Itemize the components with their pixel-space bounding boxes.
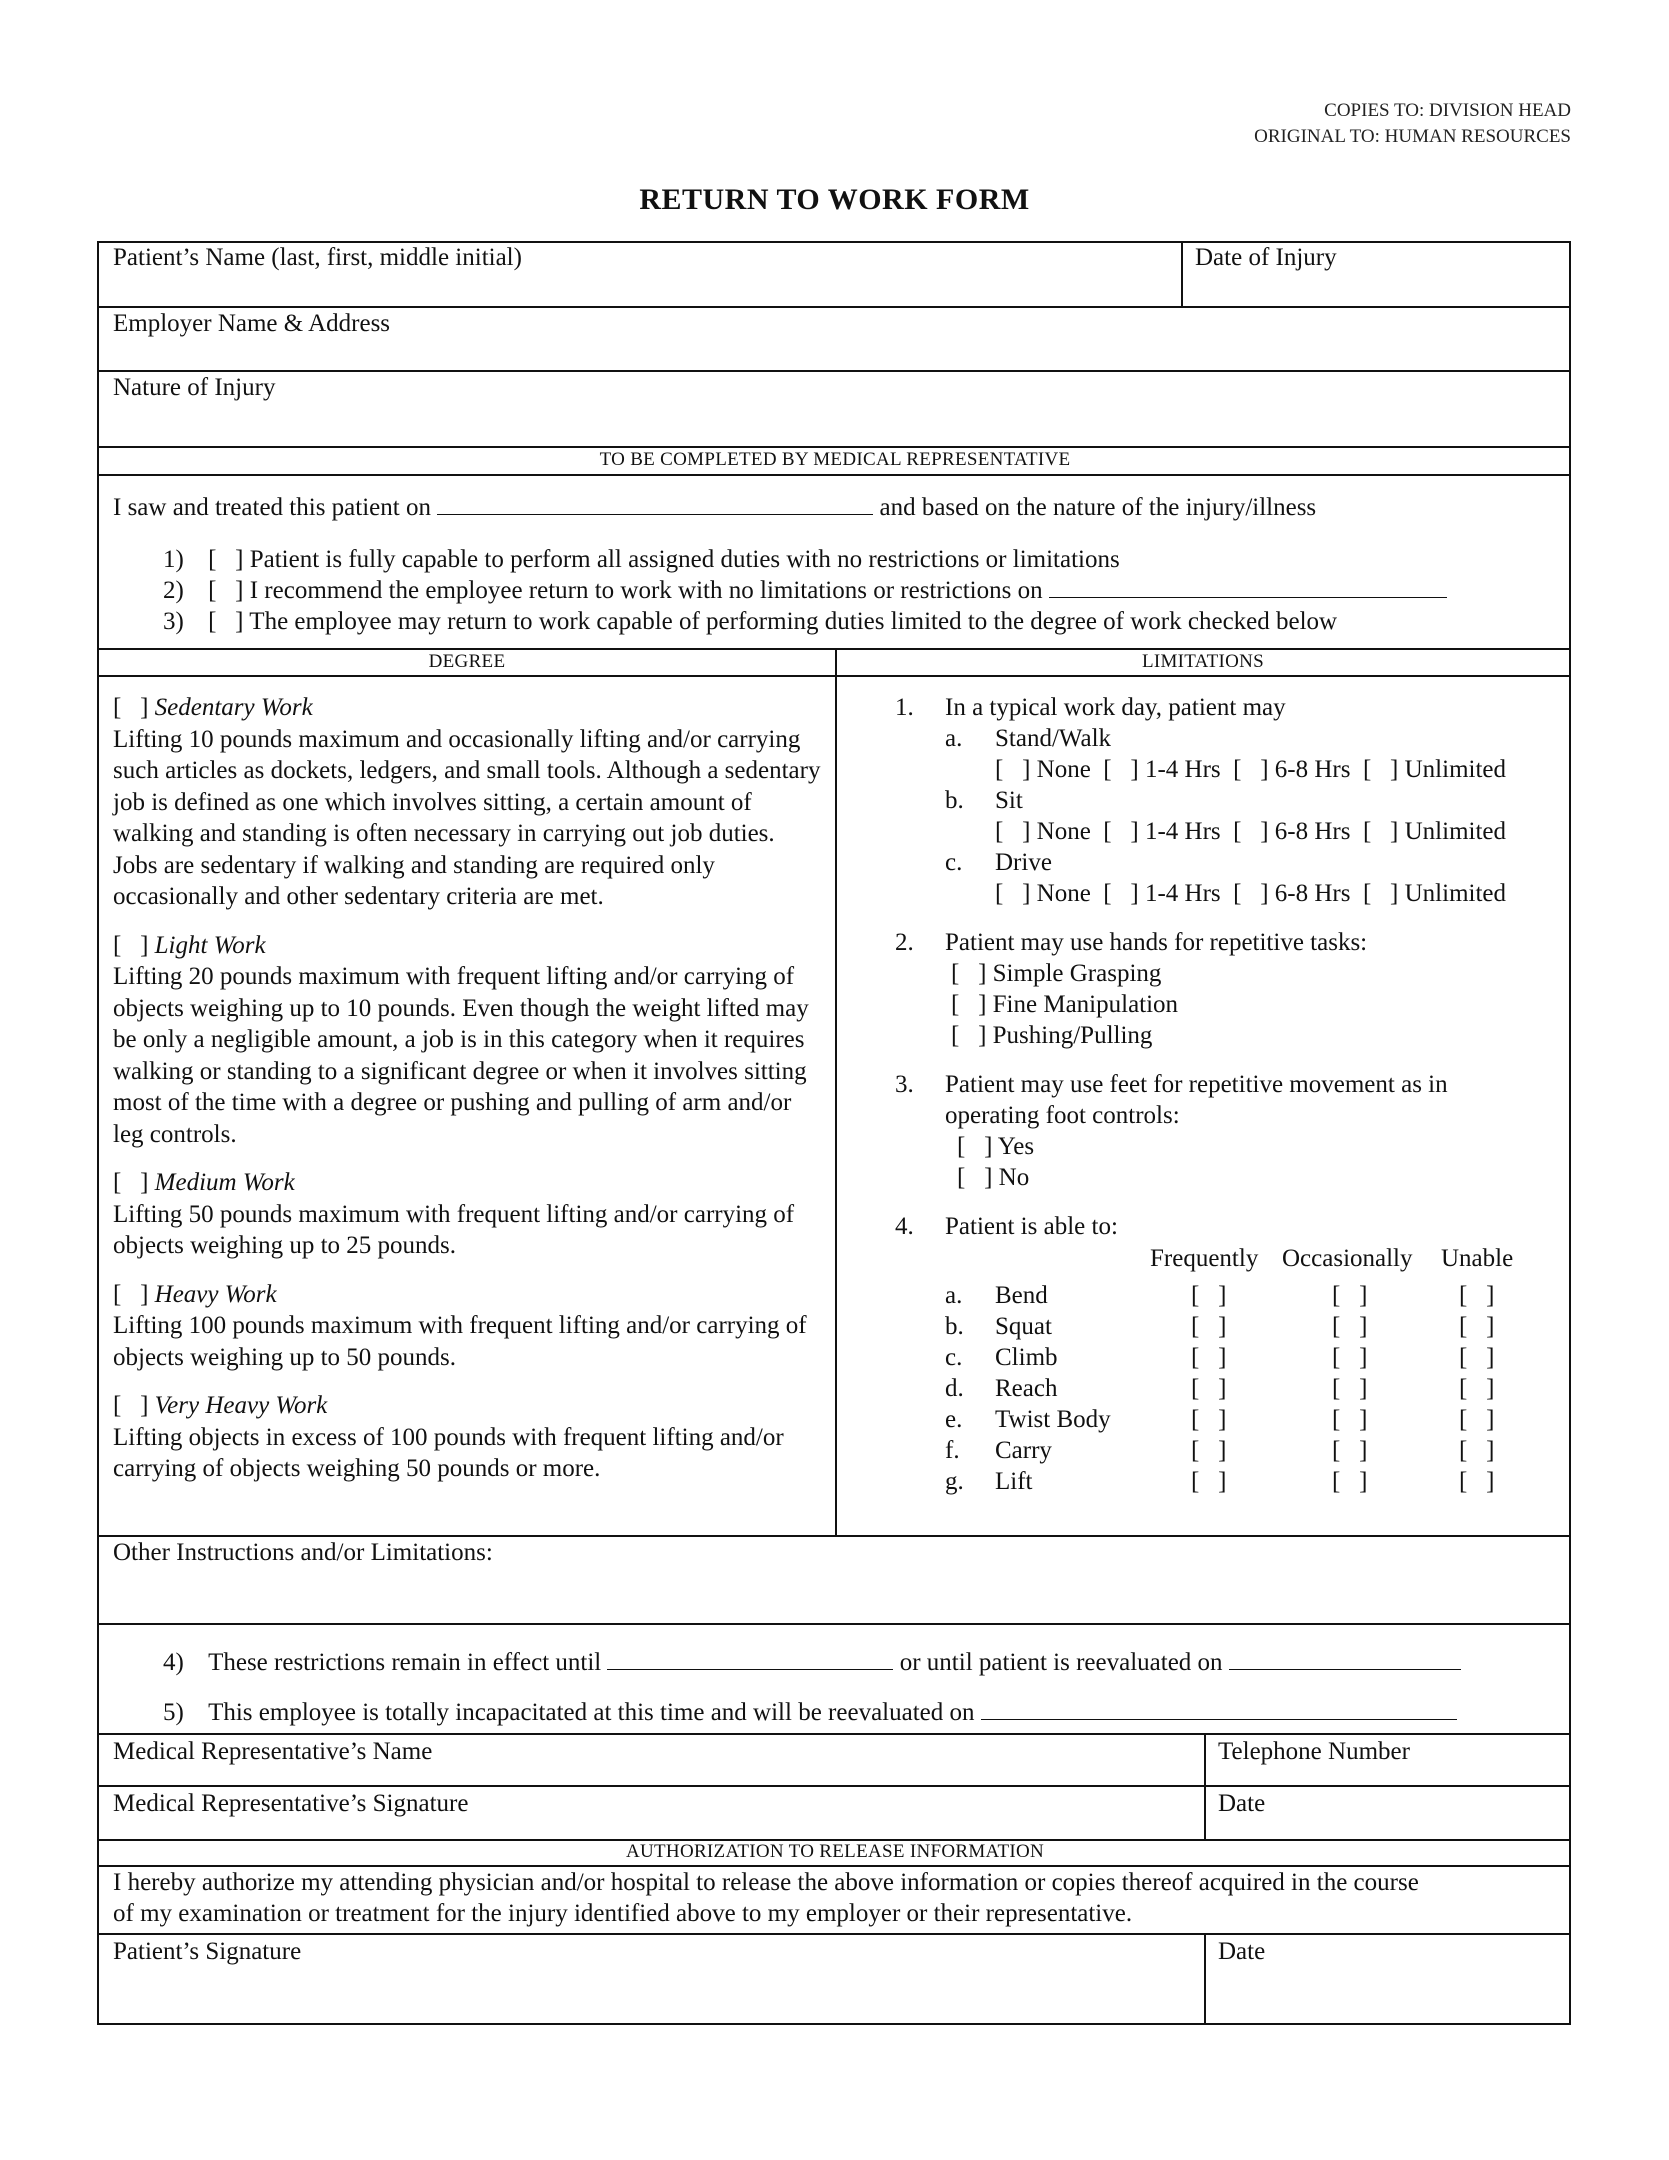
rep-date-label: Date xyxy=(1218,1790,1266,1817)
date-of-injury-field[interactable] xyxy=(1195,273,1555,303)
row-label: Lift xyxy=(995,1468,1033,1495)
lift-occasionally-checkbox[interactable]: [ ] xyxy=(1332,1468,1368,1495)
patient-signature-field[interactable] xyxy=(113,1969,1193,2017)
bend-unable-checkbox[interactable]: [ ] xyxy=(1459,1282,1495,1309)
sit-choices[interactable]: [ ] None [ ] 1-4 Hrs [ ] 6-8 Hrs [ ] Unlimited xyxy=(995,818,1506,845)
option-text: I recommend the employee return to work with no limitations or restrictions on xyxy=(249,577,1043,604)
degree-desc: Lifting 10 pounds maximum and occasionally lifting and/or carrying such articles as dockets, ledgers, and small tools. Although a sedentary job is defined as one which involves sitting, a certain amount of walking and standing is often necessary in carrying out job duties. Jobs are sedentary if walking and standing are required only occasionally and other sedentary criteria are met. xyxy=(113,725,821,910)
q1c-letter: c. xyxy=(945,849,963,876)
authorization-line: I hereby authorize my attending physician and/or hospital to release the above information or copies thereof acquired in the course xyxy=(113,1869,1419,1896)
employer-field[interactable] xyxy=(113,339,1553,367)
ability-row-squat xyxy=(945,1311,1565,1342)
degree-title: Sedentary Work xyxy=(154,694,313,721)
drive-choices[interactable]: [ ] None [ ] 1-4 Hrs [ ] 6-8 Hrs [ ] Unlimited xyxy=(995,880,1506,907)
degree-title: Very Heavy Work xyxy=(154,1392,328,1419)
degree-desc: Lifting 50 pounds maximum with frequent lifting and/or carrying of objects weighing up to 25 pounds. xyxy=(113,1200,795,1259)
option-3 xyxy=(163,606,1337,637)
carry-frequently-checkbox[interactable]: [ ] xyxy=(1191,1437,1227,1464)
row-label: Bend xyxy=(995,1282,1048,1309)
divider xyxy=(99,1933,1571,1935)
lift-frequently-checkbox[interactable]: [ ] xyxy=(1191,1468,1227,1495)
pushing-pulling-checkbox[interactable]: [ ] Pushing/Pulling xyxy=(951,1022,1153,1049)
row-letter: f. xyxy=(945,1437,960,1464)
row-label: Climb xyxy=(995,1344,1058,1371)
reach-frequently-checkbox[interactable]: [ ] xyxy=(1191,1375,1227,1402)
row-letter: c. xyxy=(945,1344,963,1371)
medium-checkbox[interactable]: [ ] xyxy=(113,1169,149,1196)
degree-title: Heavy Work xyxy=(154,1280,277,1308)
degree-item-very-heavy xyxy=(113,1390,825,1485)
col-frequently: Frequently xyxy=(1150,1245,1259,1272)
q1c-label: Drive xyxy=(995,849,1052,876)
divider xyxy=(1181,243,1183,306)
degree-item-medium xyxy=(113,1167,825,1262)
date-of-injury-label: Date of Injury xyxy=(1195,244,1337,271)
very-heavy-checkbox[interactable]: [ ] xyxy=(113,1392,149,1419)
ability-row-reach xyxy=(945,1373,1565,1404)
q1b-letter: b. xyxy=(945,787,964,814)
climb-frequently-checkbox[interactable]: [ ] xyxy=(1191,1344,1227,1371)
telephone-label: Telephone Number xyxy=(1218,1738,1410,1765)
light-checkbox[interactable]: [ ] xyxy=(113,931,149,959)
rep-name-label: Medical Representative’s Name xyxy=(113,1738,433,1765)
col-unable: Unable xyxy=(1441,1245,1514,1272)
restrictions-on-field[interactable] xyxy=(1049,575,1447,598)
ability-row-bend xyxy=(945,1280,1565,1311)
twist-unable-checkbox[interactable]: [ ] xyxy=(1459,1406,1495,1433)
restrictions-until-field[interactable] xyxy=(607,1647,893,1670)
q3-line1: Patient may use feet for repetitive movement as in xyxy=(945,1071,1448,1098)
option-2 xyxy=(163,575,1447,606)
ability-table xyxy=(945,1280,1565,1497)
option-text: The employee may return to work capable of performing duties limited to the degree of work checked below xyxy=(249,608,1338,635)
limitations-header: LIMITATIONS xyxy=(1141,651,1265,672)
option-3-checkbox[interactable]: [ ] xyxy=(208,608,244,635)
q1a-label: Stand/Walk xyxy=(995,725,1112,752)
medical-section-header: TO BE COMPLETED BY MEDICAL REPRESENTATIVE xyxy=(599,449,1071,470)
q4-text: Patient is able to: xyxy=(945,1213,1118,1240)
foot-no-checkbox[interactable]: [ ] No xyxy=(957,1164,1030,1191)
heavy-checkbox[interactable]: [ ] xyxy=(113,1280,149,1308)
divider xyxy=(99,1535,1571,1537)
row-label: Twist Body xyxy=(995,1406,1111,1433)
q3-line2: operating foot controls: xyxy=(945,1102,1180,1129)
restriction-5 xyxy=(163,1697,1457,1728)
saw-suffix: and based on the nature of the injury/illness xyxy=(879,494,1317,521)
q1-text: In a typical work day, patient may xyxy=(945,694,1286,721)
row-letter: g. xyxy=(945,1468,964,1495)
employer-label: Employer Name & Address xyxy=(113,310,391,337)
row-letter: a. xyxy=(945,1282,963,1309)
column-divider xyxy=(835,648,837,1535)
patient-name-field[interactable] xyxy=(113,273,1173,303)
q2-text: Patient may use hands for repetitive tasks: xyxy=(945,929,1368,956)
simple-grasping-checkbox[interactable]: [ ] Simple Grasping xyxy=(951,960,1162,987)
divider xyxy=(99,1623,1571,1625)
degree-header: DEGREE xyxy=(428,651,506,672)
degree-title: Medium Work xyxy=(154,1169,295,1196)
degree-item-light xyxy=(113,930,825,1151)
saw-prefix: I saw and treated this patient on xyxy=(113,494,431,521)
patient-date-field[interactable] xyxy=(1218,1969,1558,2017)
row-letter: b. xyxy=(945,1313,964,1340)
degree-title: Light Work xyxy=(154,931,266,959)
form-title: RETURN TO WORK FORM xyxy=(639,183,1030,216)
degree-desc: Lifting objects in excess of 100 pounds with frequent lifting and/or carrying of objects weighing 50 pounds or more. xyxy=(113,1423,784,1482)
q3-num: 3. xyxy=(895,1071,914,1098)
restriction-number: 4) xyxy=(163,1649,184,1676)
treated-date-field[interactable] xyxy=(437,492,873,515)
carry-occasionally-checkbox[interactable]: [ ] xyxy=(1332,1437,1368,1464)
form-frame xyxy=(97,241,1571,2025)
reach-occasionally-checkbox[interactable]: [ ] xyxy=(1332,1375,1368,1402)
divider xyxy=(99,1785,1571,1787)
ability-row-carry xyxy=(945,1435,1565,1466)
degree-item-heavy xyxy=(113,1279,825,1374)
row-label: Reach xyxy=(995,1375,1058,1402)
ability-row-twist-body xyxy=(945,1404,1565,1435)
copies-line-2: ORIGINAL TO: HUMAN RESOURCES xyxy=(1254,126,1571,147)
nature-field[interactable] xyxy=(113,403,1553,441)
reach-unable-checkbox[interactable]: [ ] xyxy=(1459,1375,1495,1402)
restriction-number: 5) xyxy=(163,1699,184,1726)
patient-date-label: Date xyxy=(1218,1938,1266,1965)
foot-yes-checkbox[interactable]: [ ] Yes xyxy=(957,1133,1035,1160)
ability-row-climb xyxy=(945,1342,1565,1373)
degree-desc: Lifting 20 pounds maximum with frequent lifting and/or carrying of objects weighing up to 10 pounds. Even though the weight lifted may be only a negligible amount, a job is in this category when it requires walking or standing to a significant degree or when it involves sitting most of the time with a degree or pushing and pulling of arm and/or leg controls. xyxy=(113,963,809,1148)
option-1-checkbox[interactable]: [ ] xyxy=(208,546,244,573)
fine-manipulation-checkbox[interactable]: [ ] Fine Manipulation xyxy=(951,991,1179,1018)
carry-unable-checkbox[interactable]: [ ] xyxy=(1459,1437,1495,1464)
restriction-text: This employee is totally incapacitated at this time and will be reevaluated on xyxy=(208,1699,975,1726)
degree-column xyxy=(113,692,825,1485)
option-2-checkbox[interactable]: [ ] xyxy=(208,577,244,604)
authorization-line: of my examination or treatment for the injury identified above to my employer or their representative. xyxy=(113,1900,1133,1927)
q1b-label: Sit xyxy=(995,787,1023,814)
patient-signature-label: Patient’s Signature xyxy=(113,1938,302,1965)
climb-occasionally-checkbox[interactable]: [ ] xyxy=(1332,1344,1368,1371)
incapacitated-reevaluated-field[interactable] xyxy=(981,1697,1457,1720)
col-occasionally: Occasionally xyxy=(1282,1245,1413,1272)
authorization-text xyxy=(113,1867,1419,1929)
q4-num: 4. xyxy=(895,1213,914,1240)
degree-item-sedentary xyxy=(113,692,825,913)
bend-occasionally-checkbox[interactable]: [ ] xyxy=(1332,1282,1368,1309)
climb-unable-checkbox[interactable]: [ ] xyxy=(1459,1344,1495,1371)
q1-num: 1. xyxy=(895,694,914,721)
squat-unable-checkbox[interactable]: [ ] xyxy=(1459,1313,1495,1340)
option-number: 3) xyxy=(163,608,184,635)
authorization-header: AUTHORIZATION TO RELEASE INFORMATION xyxy=(625,1841,1045,1862)
squat-occasionally-checkbox[interactable]: [ ] xyxy=(1332,1313,1368,1340)
other-instructions-label: Other Instructions and/or Limitations: xyxy=(113,1539,493,1566)
bend-frequently-checkbox[interactable]: [ ] xyxy=(1191,1282,1227,1309)
option-number: 2) xyxy=(163,577,184,604)
squat-frequently-checkbox[interactable]: [ ] xyxy=(1191,1313,1227,1340)
restriction-4 xyxy=(163,1647,1461,1678)
degree-desc: Lifting 100 pounds maximum with frequent lifting and/or carrying of objects weighing up to 50 pounds. xyxy=(113,1312,807,1371)
saw-treated-line xyxy=(113,492,1316,523)
copies-to-block xyxy=(1254,98,1571,150)
q2-num: 2. xyxy=(895,929,914,956)
row-letter: e. xyxy=(945,1406,963,1433)
patient-name-label: Patient’s Name (last, first, middle initial) xyxy=(113,244,522,271)
row-letter: d. xyxy=(945,1375,964,1402)
other-instructions-field[interactable] xyxy=(113,1569,1553,1617)
q1a-letter: a. xyxy=(945,725,963,752)
stand-walk-choices[interactable]: [ ] None [ ] 1-4 Hrs [ ] 6-8 Hrs [ ] Unlimited xyxy=(995,756,1506,783)
twist-frequently-checkbox[interactable]: [ ] xyxy=(1191,1406,1227,1433)
divider xyxy=(1204,1933,1206,2025)
divider xyxy=(99,306,1571,308)
row-label: Carry xyxy=(995,1437,1052,1464)
twist-occasionally-checkbox[interactable]: [ ] xyxy=(1332,1406,1368,1433)
ability-row-lift xyxy=(945,1466,1565,1497)
nature-label: Nature of Injury xyxy=(113,374,276,401)
divider xyxy=(99,1733,1571,1735)
option-text: Patient is fully capable to perform all assigned duties with no restrictions or limitations xyxy=(249,546,1120,573)
reevaluated-on-field[interactable] xyxy=(1229,1647,1461,1670)
row-label: Squat xyxy=(995,1313,1052,1340)
copies-line-1: COPIES TO: DIVISION HEAD xyxy=(1324,100,1571,121)
lift-unable-checkbox[interactable]: [ ] xyxy=(1459,1468,1495,1495)
option-1 xyxy=(163,544,1120,575)
sedentary-checkbox[interactable]: [ ] xyxy=(113,694,149,721)
restriction-text: These restrictions remain in effect until xyxy=(208,1649,602,1676)
rep-signature-label: Medical Representative’s Signature xyxy=(113,1790,469,1817)
divider xyxy=(99,446,1571,448)
divider xyxy=(99,474,1571,476)
option-number: 1) xyxy=(163,546,184,573)
restriction-text: or until patient is reevaluated on xyxy=(899,1649,1223,1676)
divider xyxy=(99,370,1571,372)
